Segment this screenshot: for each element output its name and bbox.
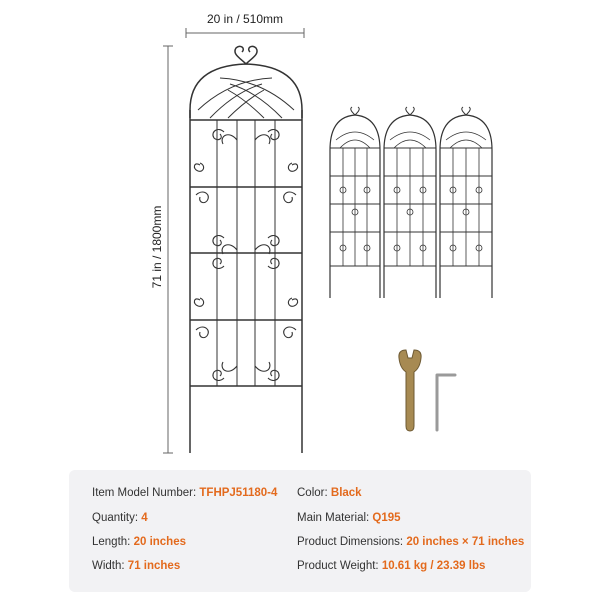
spec-quantity xyxy=(92,512,148,524)
spec-value: 20 inches xyxy=(133,536,186,548)
spec-model xyxy=(92,487,277,499)
spec-label: Item Model Number: xyxy=(92,487,197,499)
hex-key-icon xyxy=(437,375,455,430)
spec-value: Q195 xyxy=(372,512,401,524)
set-trellis-1 xyxy=(330,107,380,298)
height-dimension-label: 71 in / 1800mm xyxy=(150,205,164,289)
trellis-set xyxy=(330,107,492,298)
spec-label: Length: xyxy=(92,536,131,548)
spec-length xyxy=(92,536,186,548)
set-trellis-2 xyxy=(384,107,436,298)
width-dimension-line xyxy=(186,28,304,38)
wrench-icon xyxy=(399,350,421,431)
spec-width xyxy=(92,560,180,572)
main-trellis-panel xyxy=(190,46,302,453)
specs-panel xyxy=(69,470,531,592)
spec-label: Product Dimensions: xyxy=(297,536,404,548)
spec-value: 71 inches xyxy=(127,560,181,572)
width-dimension-label: 20 in / 510mm xyxy=(206,12,284,26)
spec-label: Product Weight: xyxy=(297,560,379,572)
spec-value: Black xyxy=(330,487,362,499)
spec-value: TFHPJ51180-4 xyxy=(199,487,278,499)
spec-product-weight xyxy=(297,560,485,572)
spec-color xyxy=(297,487,362,499)
spec-label: Main Material: xyxy=(297,512,370,524)
set-trellis-3 xyxy=(440,107,492,298)
spec-label: Quantity: xyxy=(92,512,139,524)
spec-material xyxy=(297,512,401,524)
height-dimension-line xyxy=(163,46,173,453)
spec-label: Width: xyxy=(92,560,125,572)
spec-value: 20 inches × 71 inches xyxy=(406,536,525,548)
spec-value: 10.61 kg / 23.39 lbs xyxy=(381,560,486,572)
spec-product-dimensions xyxy=(297,536,524,548)
spec-value: 4 xyxy=(141,512,148,524)
spec-label: Color: xyxy=(297,487,328,499)
